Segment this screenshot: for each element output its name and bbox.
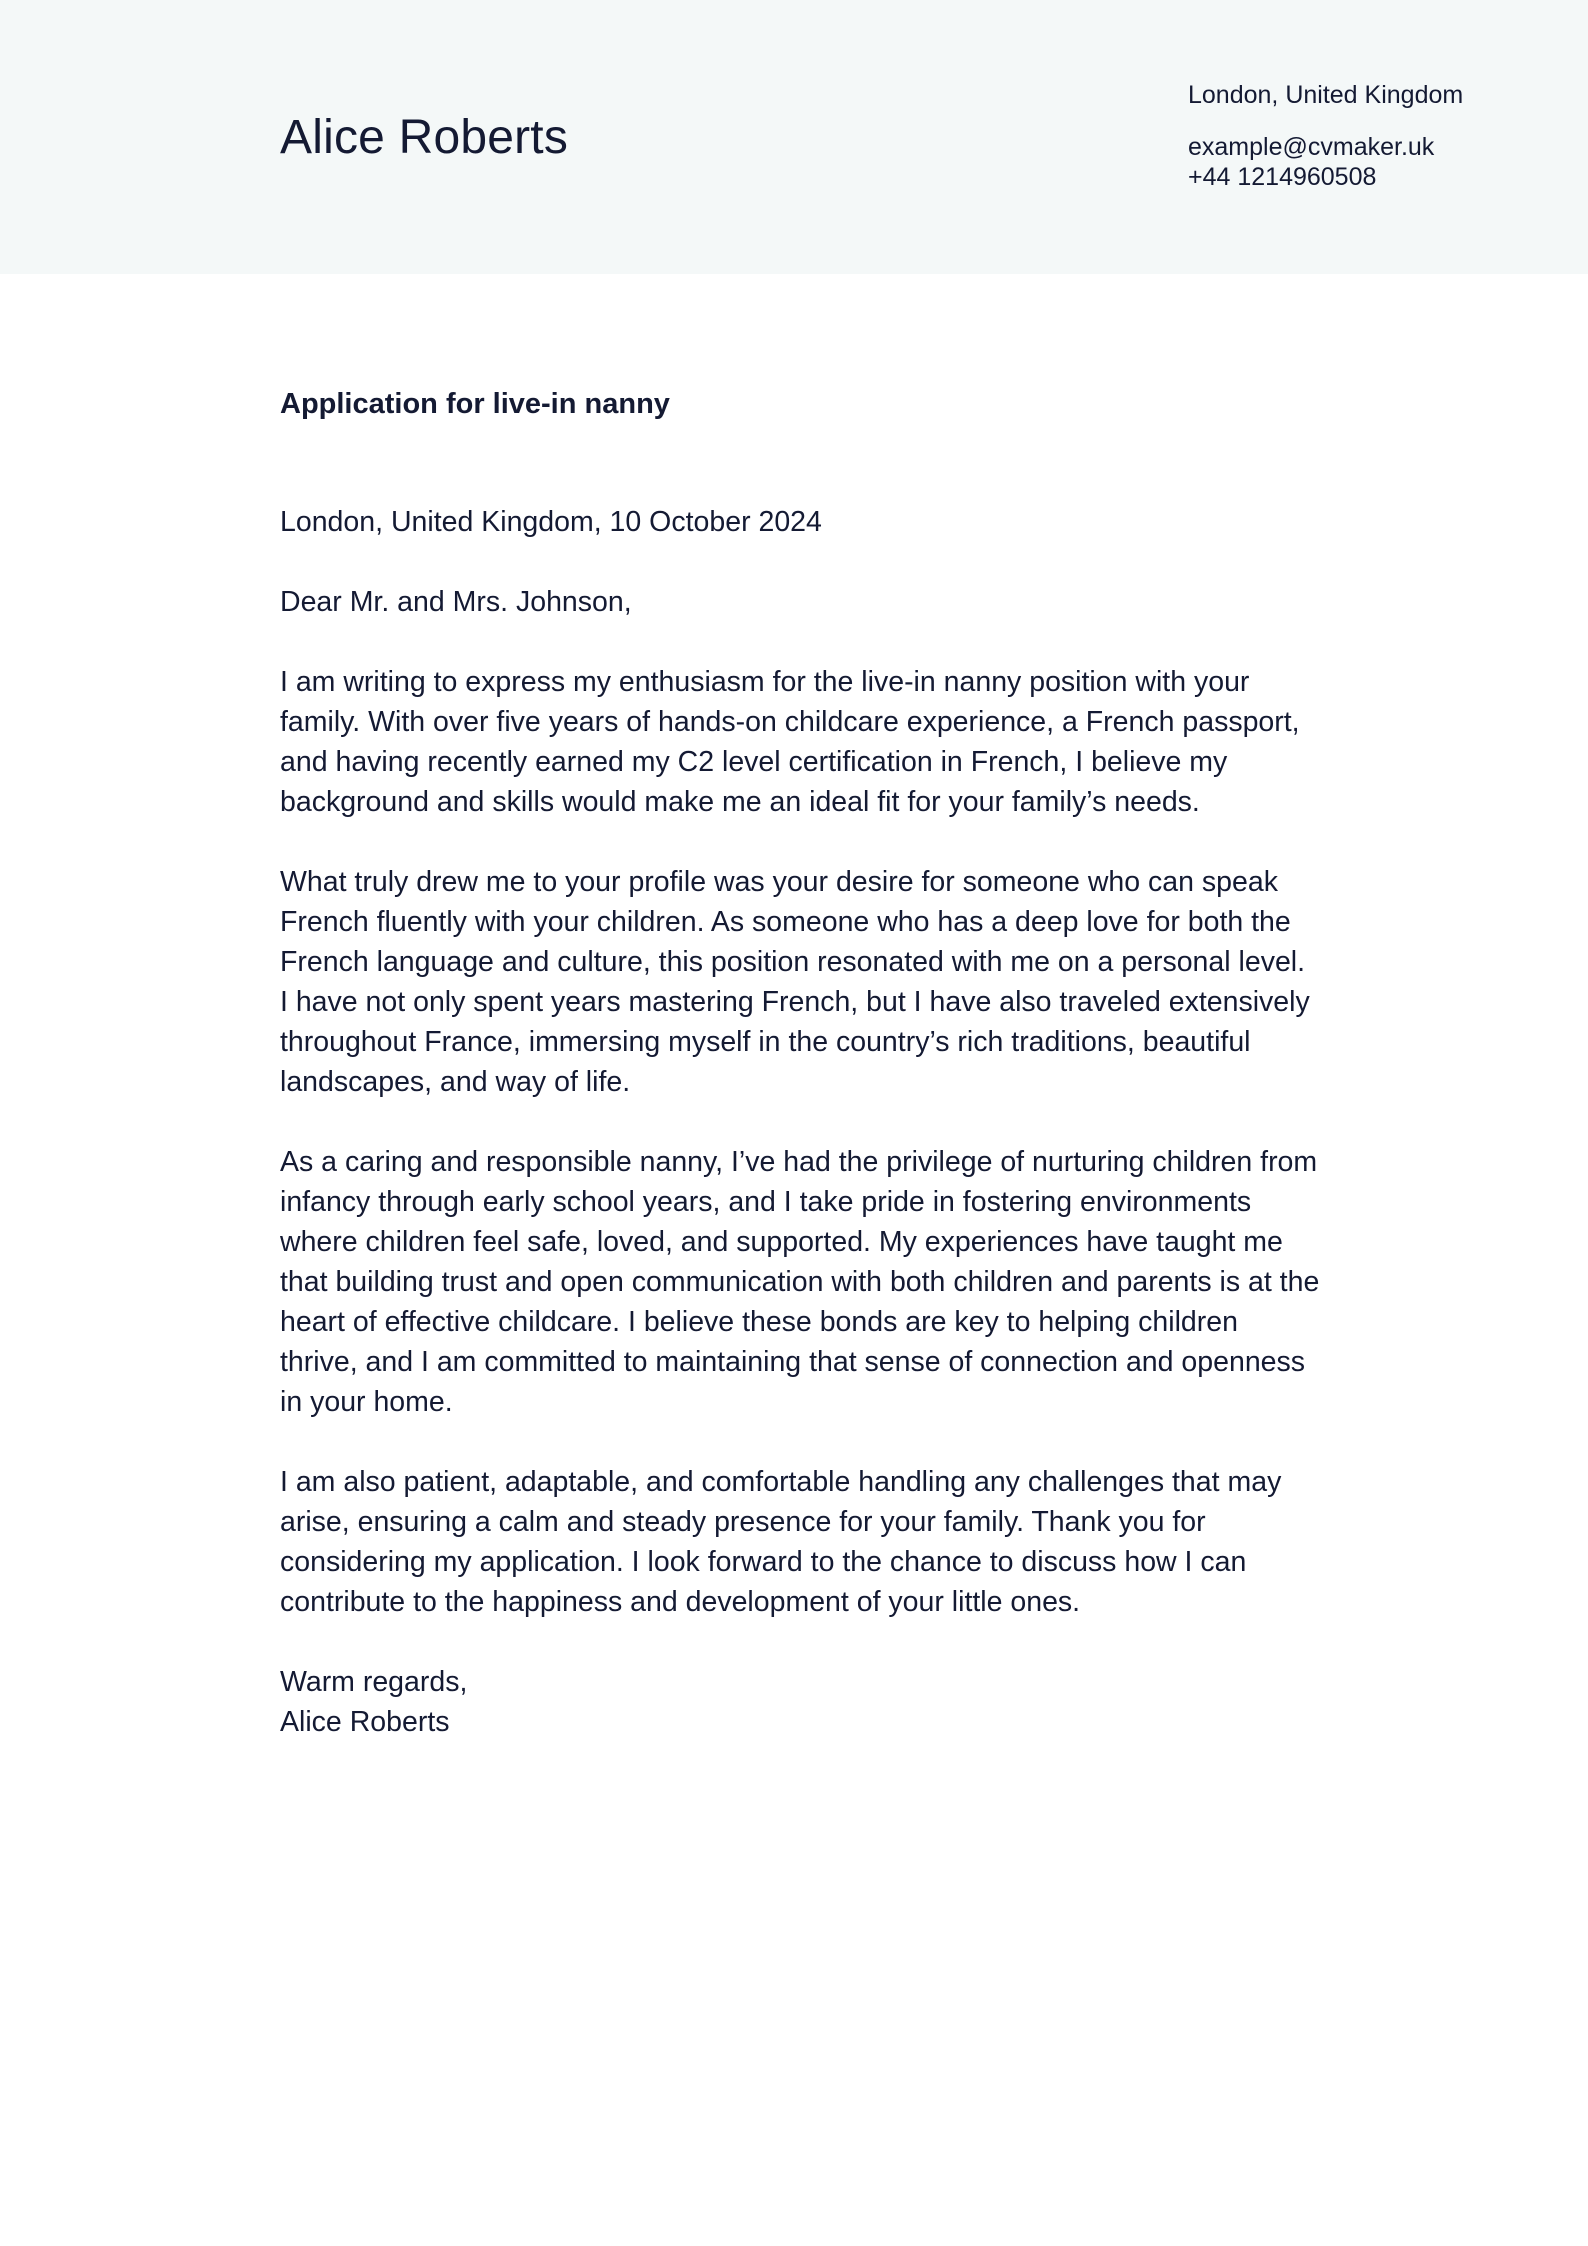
paragraph: What truly drew me to your profile was your desire for someone who can speak French fluently with your children. As someone who has a deep love for both the French language and culture, this position resonated with me on a personal level. I have not only spent years mastering French, but I have also traveled extensively throughout France, immersing myself in the country’s rich traditions, beautiful landscapes, and way of life. xyxy=(280,866,1310,1098)
closing: Warm regards, xyxy=(280,1666,468,1698)
paragraph: I am writing to express my enthusiasm for the live-in nanny position with your family. With over five years of hands-on childcare experience, a French passport, and having recently earned my C2 level certification in French, I believe my background and skills would make me an ideal fit for your family’s needs. xyxy=(280,666,1300,818)
salutation: Dear Mr. and Mrs. Johnson, xyxy=(280,586,632,618)
paragraph: As a caring and responsible nanny, I’ve had the privilege of nurturing children from infancy through early school years, and I take pride in fostering environments where children feel safe, loved, and supported. My experiences have taught me that building trust and open communication with both children and parents is at the heart of effective childcare. I believe these bonds are key to helping children thrive, and I am committed to maintaining that sense of connection and openness in your home. xyxy=(280,1146,1320,1418)
place-date: London, United Kingdom, 10 October 2024 xyxy=(280,506,822,538)
letter-subject: Application for live-in nanny xyxy=(280,388,670,420)
applicant-name: Alice Roberts xyxy=(280,111,569,164)
letter-body xyxy=(280,384,1320,1742)
paragraph: I am also patient, adaptable, and comfortable handling any challenges that may arise, ensuring a calm and steady presence for your family. Thank you for considering my application. I look forward to the chance to discuss how I can contribute to the happiness and development of your little ones. xyxy=(280,1466,1282,1618)
signature-name: Alice Roberts xyxy=(280,1706,450,1738)
contact-block xyxy=(1188,80,1463,192)
contact-phone: +44 1214960508 xyxy=(1188,163,1377,191)
contact-email: example@cvmaker.uk xyxy=(1188,133,1435,161)
contact-location: London, United Kingdom xyxy=(1188,81,1464,109)
letter-header xyxy=(0,0,1588,274)
contact-spacer xyxy=(1188,110,1463,132)
